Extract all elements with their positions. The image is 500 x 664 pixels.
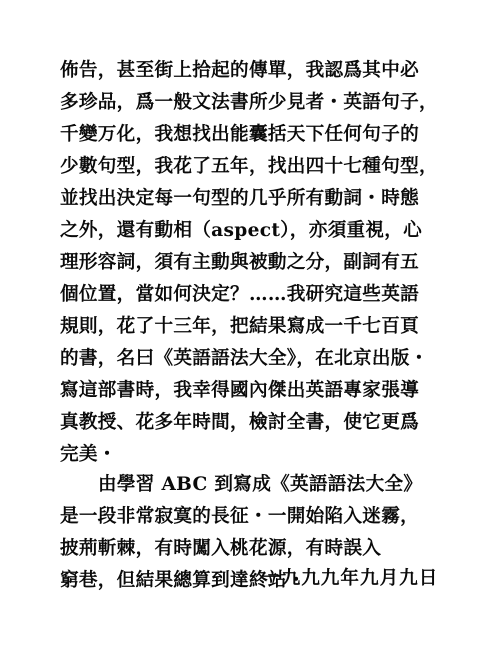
text-line: 佈告，甚至街上拾起的傳單，我認爲其中必 bbox=[60, 60, 419, 81]
text-line: 個位置，當如何決定？……我研究這些英語 bbox=[60, 284, 419, 305]
text-line: 完美・ bbox=[60, 444, 117, 465]
text-line: 的書，名曰《英語語法大全》，在北京出版・ bbox=[60, 348, 429, 369]
text-line: 之外，還有動相（aspect），亦須重視，心 bbox=[60, 220, 423, 241]
text-line: 真教授、花多年時間，檢討全書，使它更爲 bbox=[60, 412, 419, 433]
text-line: 是一段非常寂寞的長征・一開始陷入迷霧， bbox=[60, 506, 419, 527]
text-line: 多珍品，爲一般文法書所少見者・英語句子， bbox=[60, 92, 438, 113]
text-line: 窮巷，但結果總算到達終站・ bbox=[60, 570, 306, 591]
text-line: 披荊斬棘，有時闖入桃花源，有時誤入 bbox=[60, 538, 382, 559]
text-line: 規則，花了十三年，把結果寫成一千七百頁 bbox=[60, 316, 419, 337]
text-line: 少數句型，我花了五年，找出四十七種句型， bbox=[60, 156, 438, 177]
text-line: 理形容詞，須有主動與被動之分，副詞有五 bbox=[60, 252, 419, 273]
text-line: 寫這部書時，我幸得國內傑出英語專家張導 bbox=[60, 380, 419, 401]
text-line: 千變万化，我想找出能囊括天下任何句子的 bbox=[60, 124, 419, 145]
text-line: 並找出決定每一句型的几乎所有動詞・時態 bbox=[60, 188, 419, 209]
text-line: 由學習 ABC 到寫成《英語語法大全》 bbox=[98, 474, 423, 495]
signature-date: 一九九九年九月九日 bbox=[262, 568, 439, 589]
